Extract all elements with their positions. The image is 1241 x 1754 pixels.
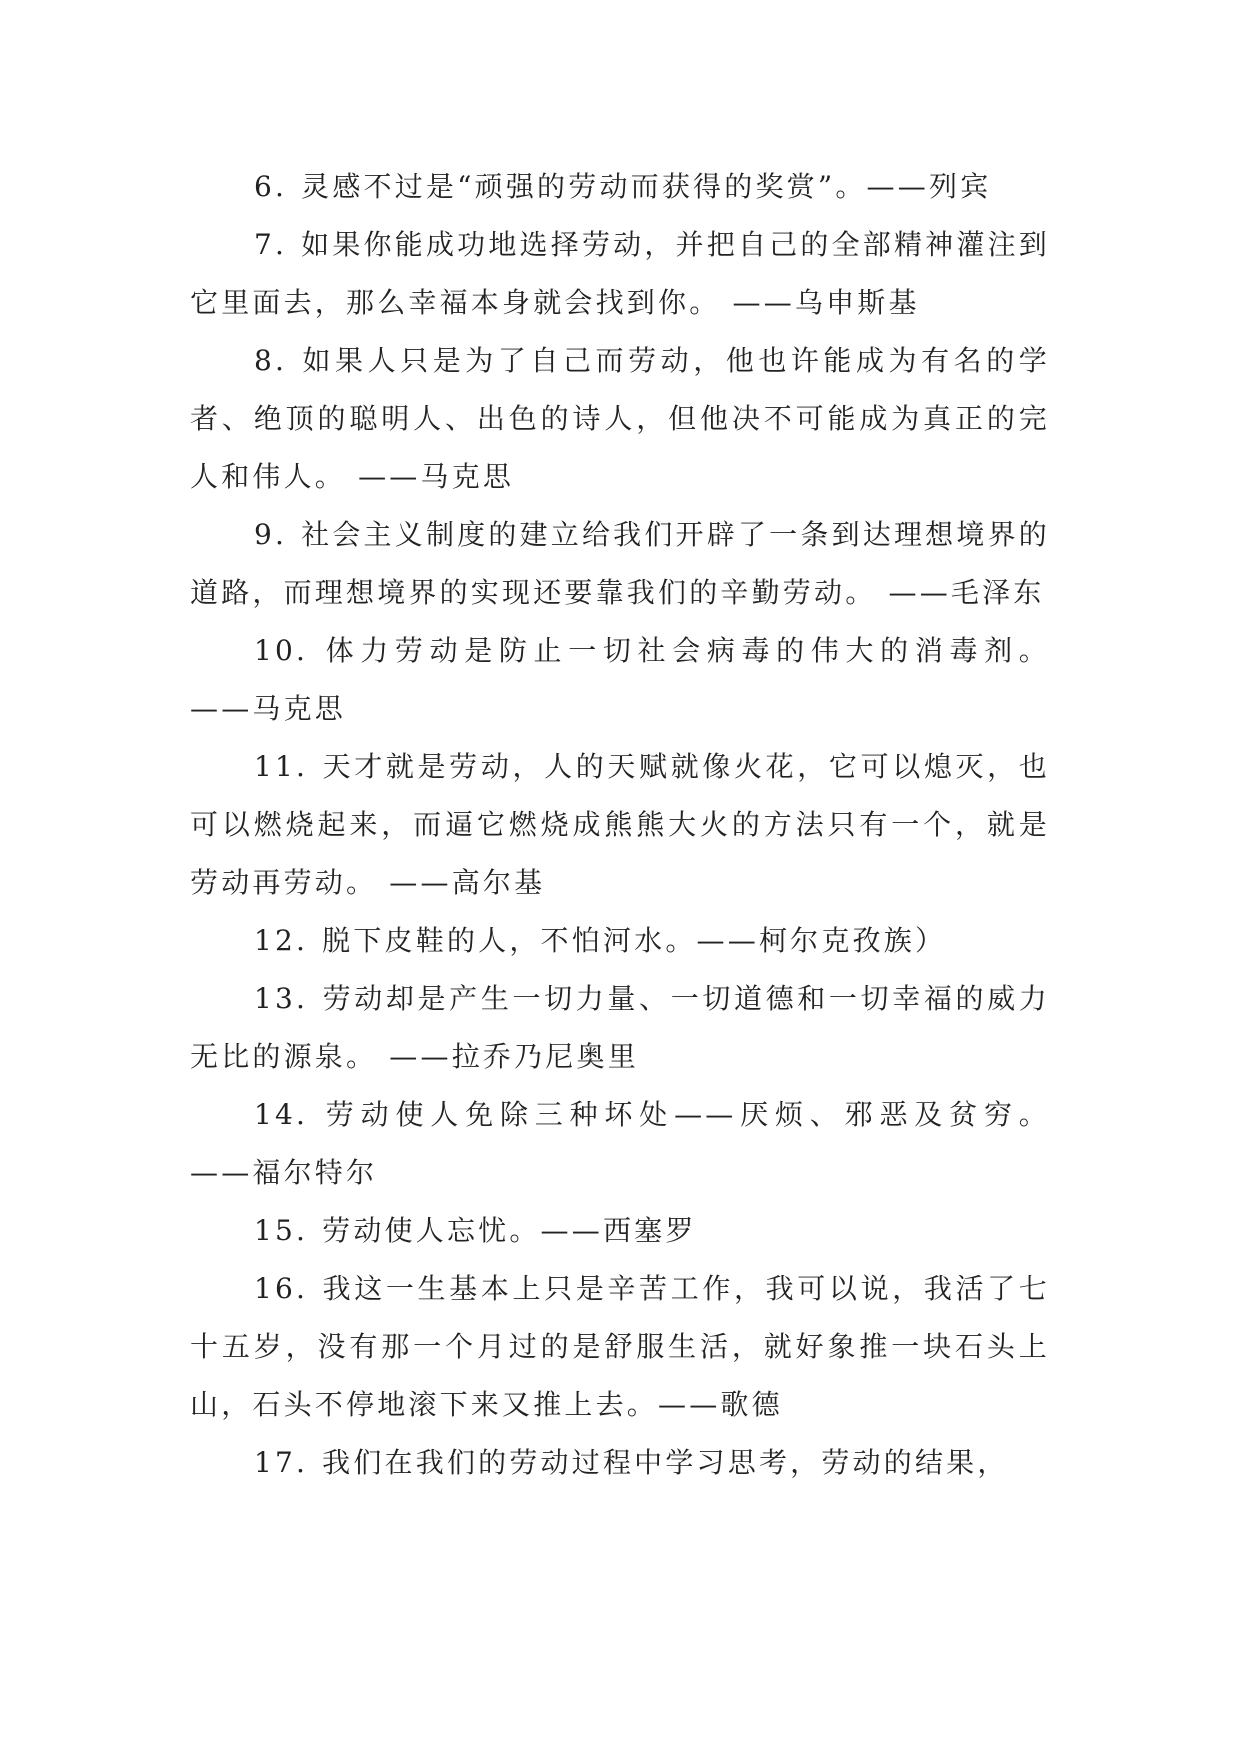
quote-number: 12. bbox=[254, 924, 309, 957]
quote-number: 8. bbox=[254, 344, 288, 377]
quote-item bbox=[190, 216, 1050, 332]
quote-item bbox=[190, 738, 1050, 912]
quote-item bbox=[190, 970, 1050, 1086]
quote-text: 天才就是劳动，人的天赋就像火花，它可以熄灭，也可以燃烧起来，而逼它燃烧成熊熊大火的方法只有一个，就是劳动再劳动。 ——高尔基 bbox=[190, 750, 1050, 899]
quote-number: 14. bbox=[254, 1098, 309, 1131]
quote-text: 脱下皮鞋的人，不怕河水。——柯尔克孜族） bbox=[322, 924, 947, 957]
quote-number: 16. bbox=[254, 1272, 309, 1305]
quote-item bbox=[190, 1434, 1050, 1492]
quote-text: 灵感不过是“顽强的劳动而获得的奖赏”。——列宾 bbox=[301, 170, 992, 203]
quote-text: 社会主义制度的建立给我们开辟了一条到达理想境界的道路，而理想境界的实现还要靠我们的辛勤劳动。 ——毛泽东 bbox=[190, 518, 1050, 609]
quote-text: 劳动使人忘忧。——西塞罗 bbox=[322, 1214, 697, 1247]
quote-number: 13. bbox=[254, 982, 309, 1015]
quote-text: 劳动使人免除三种坏处——厌烦、邪恶及贫穷。 ——福尔特尔 bbox=[190, 1098, 1050, 1189]
quote-number: 7. bbox=[254, 228, 288, 261]
quote-list bbox=[190, 158, 1050, 1492]
quote-item bbox=[190, 1202, 1050, 1260]
quote-item bbox=[190, 622, 1050, 738]
quote-item bbox=[190, 1086, 1050, 1202]
quote-number: 11. bbox=[254, 750, 309, 783]
quote-number: 10. bbox=[254, 634, 309, 667]
quote-item bbox=[190, 1260, 1050, 1434]
quote-number: 17. bbox=[254, 1446, 309, 1479]
quote-number: 9. bbox=[254, 518, 288, 551]
quote-number: 6. bbox=[254, 170, 288, 203]
quote-item bbox=[190, 332, 1050, 506]
quote-text: 体力劳动是防止一切社会病毒的伟大的消毒剂。 ——马克思 bbox=[190, 634, 1050, 725]
quote-item bbox=[190, 912, 1050, 970]
quote-text: 我们在我们的劳动过程中学习思考，劳动的结果， bbox=[322, 1446, 1009, 1479]
quote-text: 我这一生基本上只是辛苦工作，我可以说，我活了七十五岁，没有那一个月过的是舒服生活，就好象推一块石头上山，石头不停地滚下来又推上去。——歌德 bbox=[190, 1272, 1050, 1421]
quote-text: 如果你能成功地选择劳动，并把自己的全部精神灌注到它里面去，那么幸福本身就会找到你。 ——乌申斯基 bbox=[190, 228, 1050, 319]
quote-text: 如果人只是为了自己而劳动，他也许能成为有名的学者、绝顶的聪明人、出色的诗人，但他决不可能成为真正的完人和伟人。 ——马克思 bbox=[190, 344, 1050, 493]
quote-number: 15. bbox=[254, 1214, 309, 1247]
quote-text: 劳动却是产生一切力量、一切道德和一切幸福的威力无比的源泉。 ——拉乔乃尼奥里 bbox=[190, 982, 1050, 1073]
quote-item bbox=[190, 158, 1050, 216]
quote-item bbox=[190, 506, 1050, 622]
